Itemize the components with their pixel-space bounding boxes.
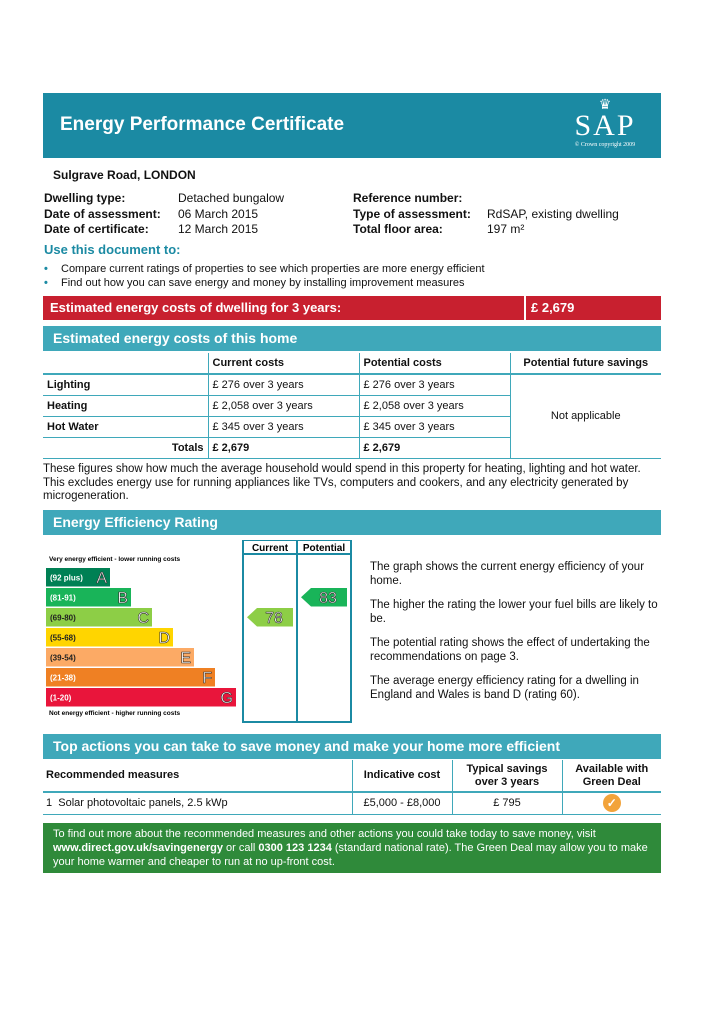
band-letter: C — [137, 610, 149, 627]
savings-cell: £ 795 — [452, 792, 562, 814]
table-header-green-deal: Available with Green Deal — [562, 760, 661, 792]
potential-column-frame — [297, 540, 351, 722]
actions-table — [43, 760, 661, 815]
certificate-header — [43, 93, 661, 158]
list-item: • Compare current ratings of properties to see which properties are more energy efficient — [44, 262, 485, 276]
band-range-label: (92 plus) — [50, 573, 83, 583]
costs-note: These figures show how much the average household would spend in this property for heating, lighting and hot water. This excludes energy use for running appliances like TVs, computers and cookers, and any electricity generated by microgeneration. — [43, 463, 641, 502]
band-letter: F — [202, 670, 212, 687]
cost-cell: £5,000 - £8,000 — [352, 792, 452, 814]
bottom-caption: Not energy efficient - higher running costs — [49, 710, 181, 717]
costs-section-title: Estimated energy costs of this home — [43, 326, 661, 351]
band-range-label: (1-20) — [50, 693, 72, 703]
green-deal-info: To find out more about the recommended measures and other actions you could take today to save money, visit www.direct.gov.uk/savingenergy or call 0300 123 1234 (standard national rate). The Green Deal may allow you to make your home warmer and cheaper to run at no up-front cost. — [43, 823, 661, 873]
detail-row: Total floor area: 197 m² — [353, 222, 525, 236]
measure-cell: 1 Solar photovoltaic panels, 2.5 kWp — [43, 792, 352, 814]
detail-row: Date of assessment: 06 March 2015 — [44, 206, 259, 221]
totals-row: Totals £ 2,679 £ 2,679 — [43, 437, 661, 458]
efficiency-chart — [43, 540, 353, 724]
explanation-paragraph: The potential rating shows the effect of undertaking the recommendations on page 3. — [370, 637, 650, 663]
use-document-title: Use this document to: — [44, 242, 181, 257]
estimated-cost-label: Estimated energy costs of dwelling for 3 years: — [50, 300, 342, 315]
detail-row: Date of certificate: 12 March 2015 — [44, 222, 259, 236]
table-header-cost: Indicative cost — [352, 760, 452, 792]
band-letter: D — [158, 630, 170, 647]
potential-column-label: Potential — [302, 543, 346, 554]
table-header — [43, 353, 208, 374]
band-range-label: (55-68) — [50, 633, 76, 643]
list-item: • Find out how you can save energy and money by installing improvement measures — [44, 276, 485, 290]
table-header-typical-savings: Typical savings over 3 years — [452, 760, 562, 792]
crown-icon: ♛ — [598, 96, 612, 112]
explanation-paragraph: The average energy efficiency rating for a dwelling in England and Wales is band D (rating 60). — [370, 675, 639, 701]
table-row — [43, 792, 661, 814]
savingenergy-link[interactable]: www.direct.gov.uk/savingenergy — [53, 842, 223, 854]
divider — [524, 296, 526, 320]
band-g — [46, 688, 236, 707]
detail-row: Dwelling type: Detached bungalow — [44, 191, 285, 205]
sap-logo — [565, 97, 645, 153]
current-column-label: Current — [251, 543, 289, 554]
current-rating-value: 78 — [265, 610, 283, 627]
savings-value: Not applicable — [510, 374, 661, 458]
actions-section-title: Top actions you can take to save money and make your home more efficient — [43, 734, 661, 759]
table-row: Hot Water £ 345 over 3 years £ 345 over 3 years — [43, 416, 661, 437]
costs-table — [43, 353, 661, 459]
band-range-label: (69-80) — [50, 613, 76, 623]
green-deal-cell — [562, 792, 661, 814]
table-header-current: Current costs — [208, 353, 359, 374]
detail-row: Reference number: — [353, 191, 463, 205]
efficiency-section-title: Energy Efficiency Rating — [43, 510, 661, 535]
band-letter: G — [220, 690, 233, 707]
explanation-paragraph: The higher the rating the lower your fuel bills are likely to be. — [370, 599, 658, 625]
top-caption: Very energy efficient - lower running costs — [49, 556, 181, 563]
band-letter: E — [180, 650, 191, 667]
details-right — [353, 191, 619, 238]
sap-logo-letters: SAP — [574, 109, 636, 142]
band-letter: B — [117, 590, 128, 607]
estimated-cost-bar — [43, 296, 661, 320]
property-address: Sulgrave Road, LONDON — [53, 168, 196, 182]
detail-row: Type of assessment: RdSAP, existing dwelling — [353, 206, 619, 221]
table-header-potential: Potential costs — [359, 353, 510, 374]
use-document-list — [44, 262, 485, 290]
band-range-label: (81-91) — [50, 593, 76, 603]
phone-number: 0300 123 1234 — [258, 842, 332, 854]
current-column-frame — [243, 540, 297, 722]
table-header-measure: Recommended measures — [43, 760, 352, 792]
explanation-paragraph: The graph shows the current energy efficiency of your home. — [370, 561, 645, 587]
potential-rating-value: 83 — [319, 590, 337, 607]
page-title: Energy Performance Certificate — [60, 114, 345, 135]
estimated-cost-value: £ 2,679 — [531, 300, 575, 315]
crown-copyright: © Crown copyright 2009 — [574, 142, 636, 148]
details-left — [44, 191, 284, 238]
band-range-label: (21-38) — [50, 673, 76, 683]
table-row: Heating £ 2,058 over 3 years £ 2,058 over 3 years — [43, 395, 661, 416]
efficiency-chart-svg — [43, 540, 353, 724]
table-header-savings: Potential future savings — [510, 353, 661, 374]
band-range-label: (39-54) — [50, 653, 76, 663]
tick-icon: ✓ — [603, 794, 621, 812]
band-letter: A — [96, 570, 107, 587]
efficiency-explanation — [370, 561, 665, 713]
table-row: Lighting £ 276 over 3 years £ 276 over 3 years Not applicable — [43, 374, 661, 395]
